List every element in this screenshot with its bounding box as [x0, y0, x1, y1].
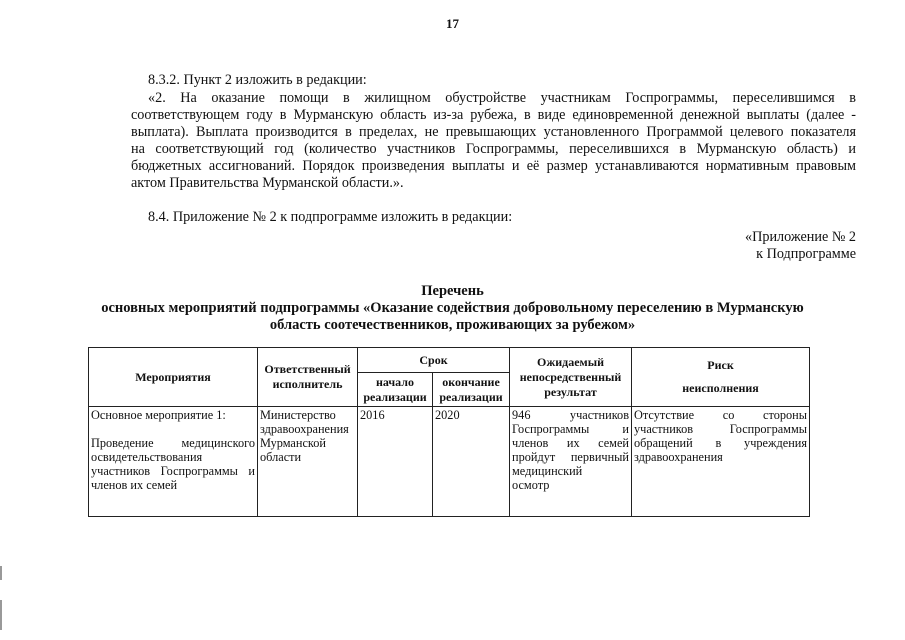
scan-edge-mark	[0, 600, 2, 630]
risk-line-2: участников Госпрограммы	[634, 422, 808, 436]
cell-expected-result	[510, 407, 632, 517]
page-number: 17	[446, 16, 459, 31]
appendix-ref-line-2: к Подпрограмме	[756, 246, 856, 262]
header-end	[433, 373, 510, 407]
title-line-3: область соотечественников, проживающих за рубежом»	[269, 317, 636, 333]
title-line-2: основных мероприятий подпрограммы «Оказание содействия добровольному переселению в Мурманскую	[101, 300, 804, 316]
header-expected-result	[510, 348, 632, 407]
appendix-ref-line-1: «Приложение № 2	[745, 229, 856, 245]
resp-line-3: Мурманской	[260, 436, 327, 450]
section-8-3-2-line-4: на соответствующий год (количество участников Госпрограммы, переселившихся в Мурманскую область) и	[131, 141, 856, 157]
measure-line-1: Основное мероприятие 1:	[91, 408, 226, 422]
measure-line-2: Проведение медицинского	[91, 436, 255, 450]
resp-line-4: области	[260, 450, 302, 464]
result-line-5: медицинский	[512, 464, 583, 478]
section-8-3-2-line-6: актом Правительства Мурманской области.».	[131, 175, 404, 191]
result-line-1: 946 участников	[512, 408, 630, 422]
resp-line-2: здравоохранения	[260, 422, 349, 436]
header-risk	[632, 348, 810, 407]
cell-measure	[89, 407, 258, 517]
header-expected-line-3: результат	[544, 384, 597, 399]
header-expected-line-1: Ожидаемый	[537, 354, 604, 369]
header-start-line-2: реализации	[363, 389, 427, 404]
header-term: Срок	[358, 348, 510, 373]
header-responsible	[258, 348, 358, 407]
header-start-line-1: начало	[375, 374, 415, 389]
measure-line-5: членов их семей	[91, 478, 178, 492]
section-8-4: 8.4. Приложение № 2 к подпрограмме изложить в редакции:	[148, 209, 513, 225]
header-responsible-line-2: исполнитель	[272, 377, 343, 391]
risk-line-4: здравоохранения	[634, 450, 723, 464]
result-line-4: пройдут первичный	[512, 450, 630, 464]
cell-start: 2016	[358, 407, 433, 517]
section-8-3-2-line-5: бюджетных ассигнований. Порядок произведения выплаты и её размер устанавливаются нормативным правовым	[131, 158, 856, 174]
cell-end: 2020	[433, 407, 510, 517]
header-responsible-line-1: Ответственный	[264, 362, 351, 376]
resp-line-1: Министерство	[260, 408, 336, 422]
result-line-2: Госпрограммы и	[512, 422, 630, 436]
measures-table	[88, 347, 810, 517]
measure-line-4: участников Госпрограммы и	[91, 464, 255, 478]
header-start	[358, 373, 433, 407]
section-8-3-2-heading: 8.3.2. Пункт 2 изложить в редакции:	[148, 72, 367, 88]
header-end-line-1: окончание	[442, 374, 500, 389]
cell-risk	[632, 407, 810, 517]
table-row	[89, 407, 810, 517]
risk-line-3: обращений в учреждения	[634, 436, 808, 450]
section-8-3-2-line-1: «2. На оказание помощи в жилищном обустройстве участникам Госпрограммы, переселившимся в	[148, 90, 856, 106]
scan-edge-mark	[0, 566, 2, 580]
header-risk-line-1: Риск	[707, 358, 734, 372]
risk-line-1: Отсутствие со стороны	[634, 408, 808, 422]
cell-responsible	[258, 407, 358, 517]
measure-line-3: освидетельствования	[91, 450, 203, 464]
section-8-3-2-line-2: соответствующем году в Мурманскую область из-за рубежа, в виде единовременной денежной выплаты (далее -	[131, 107, 856, 123]
header-risk-line-2: неисполнения	[682, 381, 759, 395]
title-line-1: Перечень	[421, 283, 484, 299]
section-8-3-2-line-3: выплата). Выплата производится в пределах, не превышающих установленного Программой целевого показателя	[131, 124, 856, 140]
header-expected-line-2: непосредственный	[519, 369, 622, 384]
header-end-line-2: реализации	[439, 389, 503, 404]
header-measures: Мероприятия	[89, 348, 258, 407]
result-line-3: членов их семей	[512, 436, 630, 450]
result-line-6: осмотр	[512, 478, 550, 492]
